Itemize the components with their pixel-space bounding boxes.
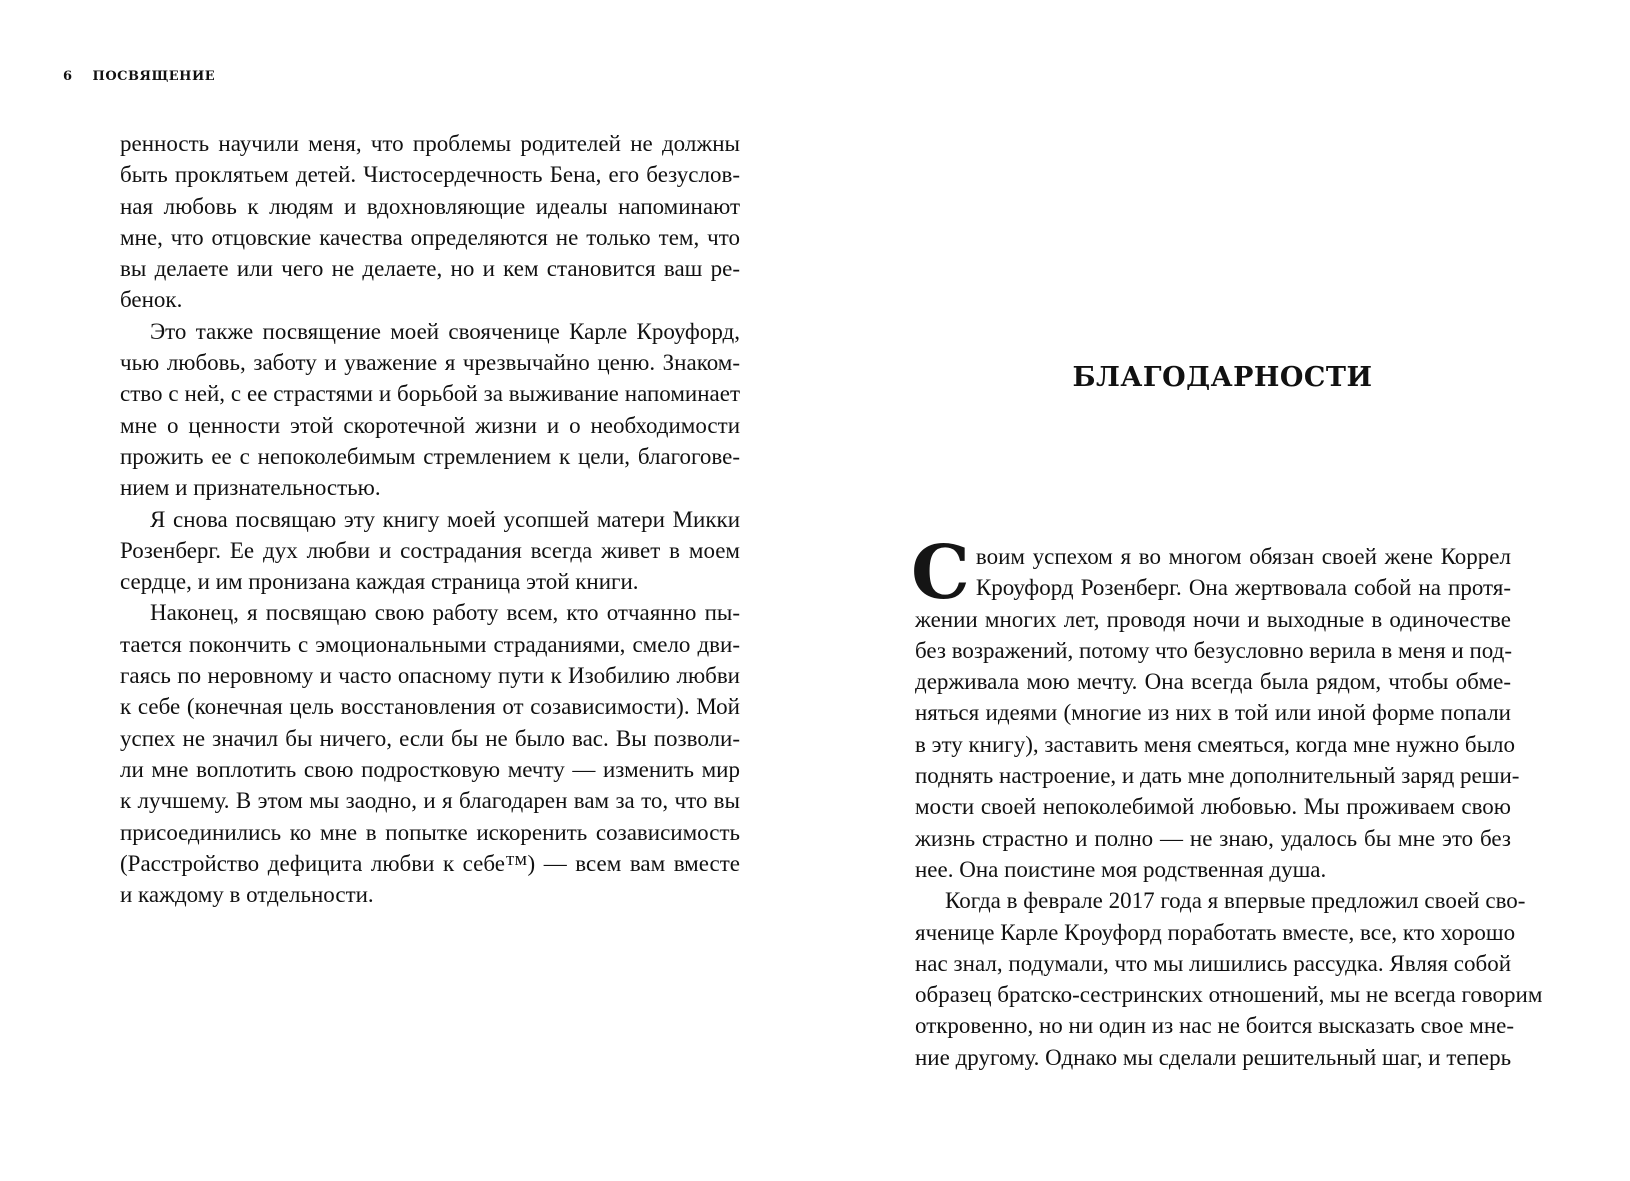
text-line: нас знал, подумали, что мы лишились рассудка. Являя собой [915,950,1511,976]
paragraph [120,128,740,316]
text-line: ли мне воплотить свою подростковую мечту — изменить мир [120,756,740,782]
text-line: бенок. [120,287,183,313]
text-line: сердце, и им пронизана каждая страница этой книги. [120,569,639,595]
text-line: чью любовь, заботу и уважение я чрезвычайно ценю. Знаком- [120,350,740,376]
text-line: мне, что отцовские качества определяются не только тем, что [120,224,740,250]
text-line: мне о ценности этой скоротечной жизни и о необходимости [120,412,740,438]
text-line: к лучшему. В этом мы заодно, и я благодарен вам за то, что вы [120,788,740,814]
text-line: держивала мою мечту. Она всегда была рядом, чтобы обме- [915,669,1511,695]
dedication-text [120,128,740,910]
text-line: ная любовь к людям и вдохновляющие идеалы напоминают [120,193,740,219]
text-line: няться идеями (многие из них в той или иной форме попали [915,700,1511,726]
text-line: воим успехом я во многом обязан своей жене Коррел [975,544,1511,569]
text-line: быть проклятьем детей. Чистосердечность Бена, его безуслов- [120,162,740,188]
text-line: Когда в феврале 2017 года я впервые предложил своей сво- [945,888,1526,914]
text-line: поднять настроение, и дать мне дополнительный заряд реши- [915,763,1520,789]
running-head [63,69,215,84]
text-line: (Расстройство дефицита любви к себе™) — всем вам вместе [120,850,740,876]
text-line: жении многих лет, проводя ночи и выходные в одиночестве [915,606,1511,632]
text-line: и каждому в отдельности. [120,882,374,908]
text-line: Розенберг. Ее дух любви и сострадания всегда живет в моем [120,537,740,563]
text-line: без возражений, потому что безусловно верила в меня и под- [915,637,1512,663]
chapter-title: БЛАГОДАРНОСТИ [1072,362,1373,393]
text-line: тается покончить с эмоциональными страданиями, смело дви- [120,631,740,657]
acknowledgements-text [911,530,1543,1073]
paragraph [120,504,740,598]
page-number: 6 [63,69,73,84]
text-line: Наконец, я посвящаю свою работу всем, кто отчаянно пы- [150,600,740,626]
text-line: нием и признательностью. [120,475,381,501]
running-head-title: ПОСВЯЩЕНИЕ [92,69,216,84]
text-line: образец братско-сестринских отношений, мы не всегда говорим [915,982,1543,1008]
text-line: присоединились ко мне в попытке искоренить созависимость [120,819,740,845]
right-page [815,0,1630,1181]
text-line: гаясь по неровному и часто опасному пути к Изобилию любви [120,663,740,689]
text-line: успех не значил бы ничего, если бы не было вас. Вы позволи- [120,725,740,751]
text-line: Кроуфорд Розенберг. Она жертвовала собой на протя- [975,575,1511,601]
text-line: ренность научили меня, что проблемы родителей не должны [120,131,740,156]
text-line: в эту книгу), заставить меня смеяться, когда мне нужно было [915,731,1516,757]
text-line: ство с ней, с ее страстями и борьбой за выживание напоминает [120,381,740,407]
text-line: Это также посвящение моей свояченице Карле Кроуфорд, [150,318,740,344]
text-line: ние другому. Однако мы сделали решительный шаг, и теперь [915,1044,1512,1070]
text-line: мости своей непоколебимой любовью. Мы проживаем свою [915,794,1511,820]
paragraph [915,541,1520,885]
text-line: прожить ее с непоколебимым стремлением к цели, благогове- [120,443,740,469]
text-line: Я снова посвящаю эту книгу моей усопшей матери Микки [150,506,740,532]
text-line: к себе (конечная цель восстановления от созависимости). Мой [120,694,740,720]
paragraph [120,597,740,910]
drop-cap: С [911,530,970,616]
paragraph [915,885,1543,1073]
text-line: нее. Она поистине моя родственная душа. [915,856,1327,882]
text-line: жизнь страстно и полно — не знаю, удалось бы мне это без [915,825,1511,851]
text-line: яченице Карле Кроуфорд поработать вместе, все, кто хорошо [915,919,1516,945]
text-line: откровенно, но ни один из нас не боится высказать свое мне- [915,1013,1514,1039]
text-line: вы делаете или чего не делаете, но и кем становится ваш ре- [120,256,740,282]
paragraph [120,316,740,504]
